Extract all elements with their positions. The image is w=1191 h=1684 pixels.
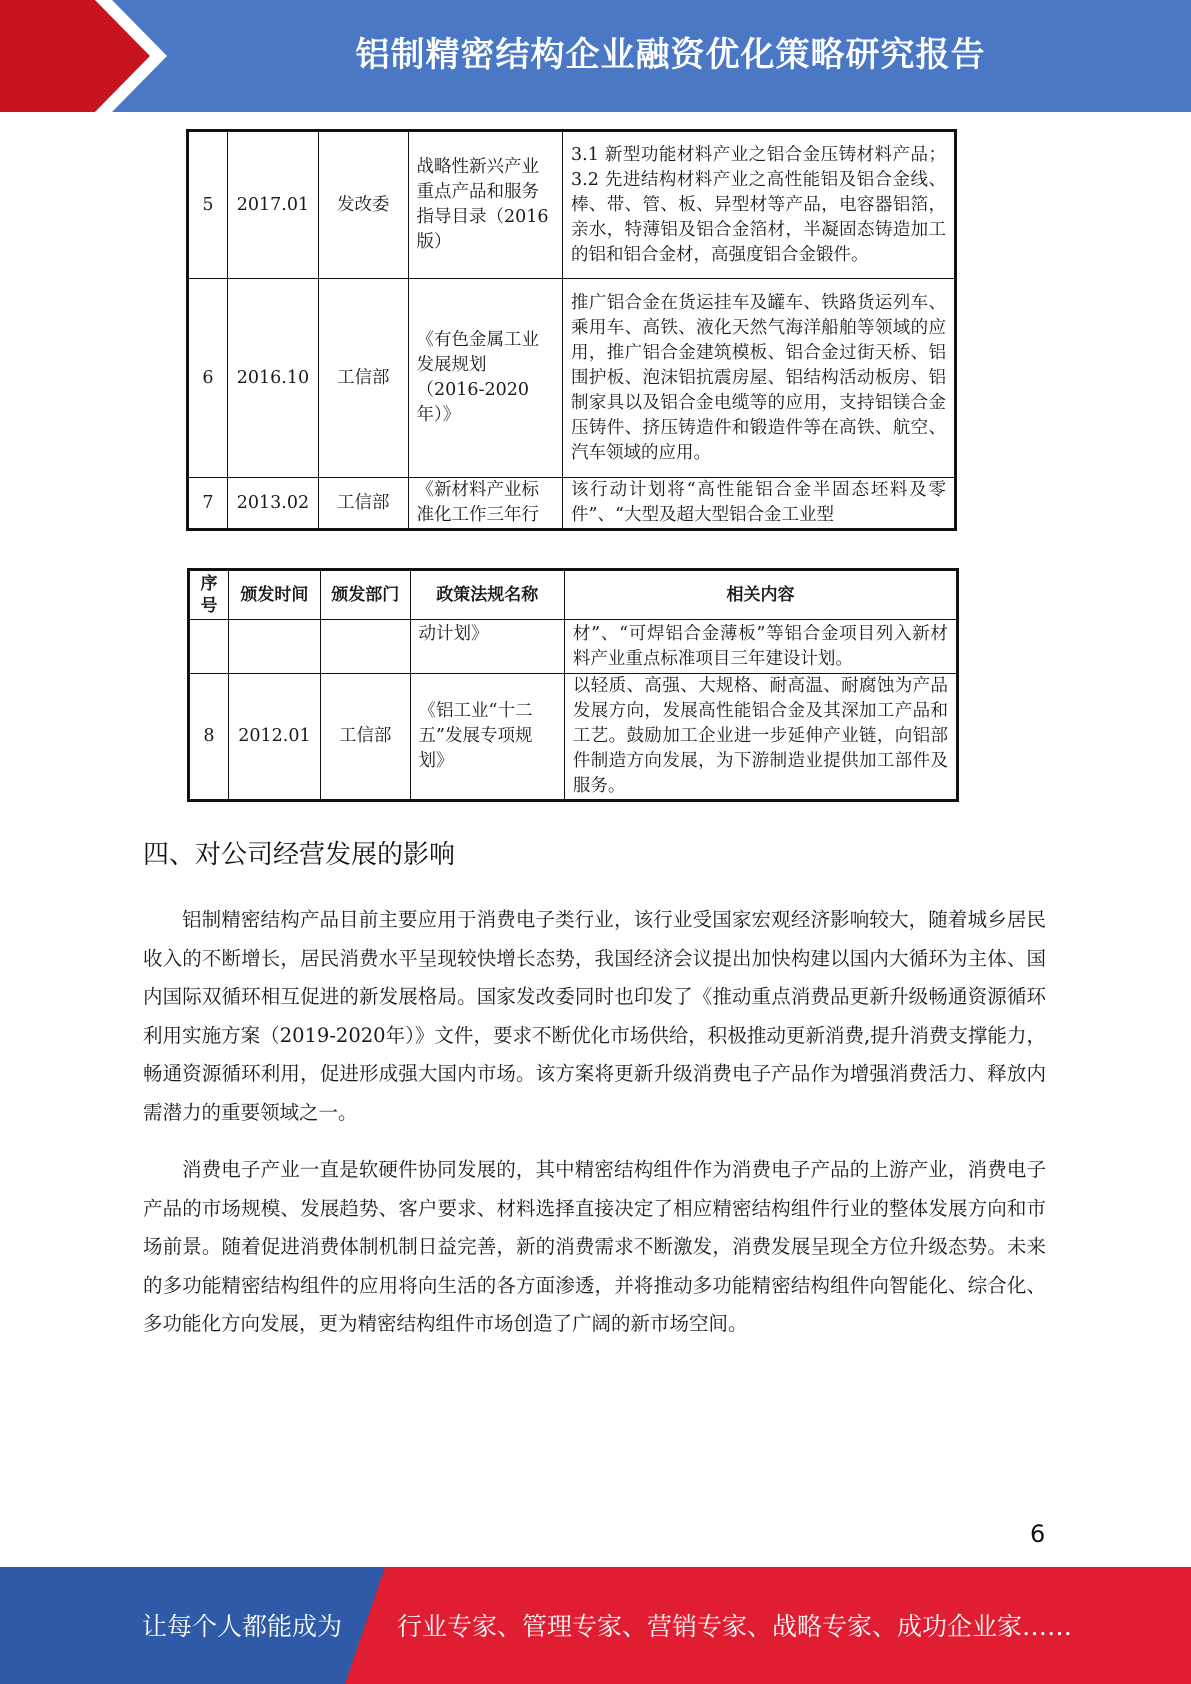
table-header-row [189,570,958,620]
footer-slogan-left: 让每个人都能成为 [142,1612,343,1641]
page-header [0,0,1191,112]
row-number: 6 [188,279,228,478]
table-row [188,131,956,279]
row-number: 8 [189,674,229,801]
row-content: 以轻质、高强、大规格、耐高温、耐腐蚀为产品发展方向，发展高性能铝合金及其深加工产品和工艺。鼓励加工企业进一步延伸产业链，向铝部件制造方向发展，为下游制造业提供加工部件及服务。 [564,674,957,801]
row-policy-name: 《新材料产业标准化工作三年行 [408,478,563,530]
row-date [228,620,320,674]
header-policy-name: 政策法规名称 [410,570,564,620]
page-footer [0,1567,1191,1684]
row-policy-name: 《有色金属工业发展规划（2016-2020年）》 [408,279,563,478]
row-department [320,620,410,674]
header-department: 颁发部门 [320,570,410,620]
row-date: 2016.10 [227,279,318,478]
table-row [188,279,956,478]
footer-slogan-right: 行业专家、管理专家、营销专家、战略专家、成功企业家…… [397,1612,1073,1641]
policy-table [187,568,959,802]
row-policy-name: 《铝工业“十二五”发展专项规划》 [410,674,564,801]
header-content: 相关内容 [564,570,957,620]
row-content: 该行动计划将“高性能铝合金半固态坯料及零件”、“大型及超大型铝合金工业型 [563,478,956,530]
row-content: 推广铝合金在货运挂车及罐车、铁路货运列车、乘用车、高铁、液化天然气海洋船舶等领域的应用，推广铝合金建筑模板、铝合金过街天桥、铝围护板、泡沫铝抗震房屋、铝结构活动板房、铝制家具以及铝合金电缆等的应用，支持铝镁合金压铸件、挤压铸造件和锻造件等在高铁、航空、汽车领域的应用。 [563,279,956,478]
table-row [188,478,956,530]
row-number: 5 [188,131,228,279]
row-date: 2012.01 [228,674,320,801]
row-content: 材”、“可焊铝合金薄板”等铝合金项目列入新材料产业重点标准项目三年建设计划。 [564,620,957,674]
row-department: 工信部 [320,674,410,801]
body-paragraph: 消费电子产业一直是软硬件协同发展的，其中精密结构组件作为消费电子产品的上游产业，消费电子产品的市场规模、发展趋势、客户要求、材料选择直接决定了相应精密结构组件行业的整体发展方向和市场前景。随着促进消费体制机制日益完善，新的消费需求不断激发，消费发展呈现全方位升级态势。未来的多功能精密结构组件的应用将向生活的各方面渗透，并将推动多功能精密结构组件向智能化、综合化、多功能化方向发展，更为精密结构组件市场创造了广阔的新市场空间。 [143,1158,1046,1335]
row-number: 7 [188,478,228,530]
policy-table-continued [186,129,957,531]
row-content: 3.1 新型功能材料产业之铝合金压铸材料产品；3.2 先进结构材料产业之高性能铝及铝合金线、棒、带、管、板、异型材等产品，电容器铝箔，亲水，特薄铝及铝合金箔材，半凝固态铸造加工的铝和铝合金材，高强度铝合金锻件。 [563,131,956,279]
section-heading: 四、对公司经营发展的影响 [143,840,456,870]
row-department: 工信部 [318,279,408,478]
row-policy-name: 战略性新兴产业重点产品和服务指导目录（2016版） [408,131,563,279]
report-title: 铝制精密结构企业融资优化策略研究报告 [355,35,986,75]
header-arrow-decoration [0,0,170,112]
row-department: 工信部 [318,478,408,530]
page-number: 6 [1030,1520,1046,1548]
header-date: 颁发时间 [228,570,320,620]
row-number [189,620,229,674]
row-date: 2017.01 [227,131,318,279]
header-number: 序号 [189,570,229,620]
row-date: 2013.02 [227,478,318,530]
body-paragraph: 铝制精密结构产品目前主要应用于消费电子类行业，该行业受国家宏观经济影响较大，随着城乡居民收入的不断增长，居民消费水平呈现较快增长态势，我国经济会议提出加快构建以国内大循环为主体、国内国际双循环相互促进的新发展格局。国家发改委同时也印发了《推动重点消费品更新升级畅通资源循环利用实施方案（2019-2020年）》文件，要求不断优化市场供给，积极推动更新消费,提升消费支撑能力，畅通资源循环利用，促进形成强大国内市场。该方案将更新升级消费电子产品作为增强消费活力、释放内需潜力的重要领域之一。 [143,908,1046,1124]
row-department: 发改委 [318,131,408,279]
table-row [189,620,958,674]
table-row [189,674,958,801]
row-policy-name: 动计划》 [410,620,564,674]
